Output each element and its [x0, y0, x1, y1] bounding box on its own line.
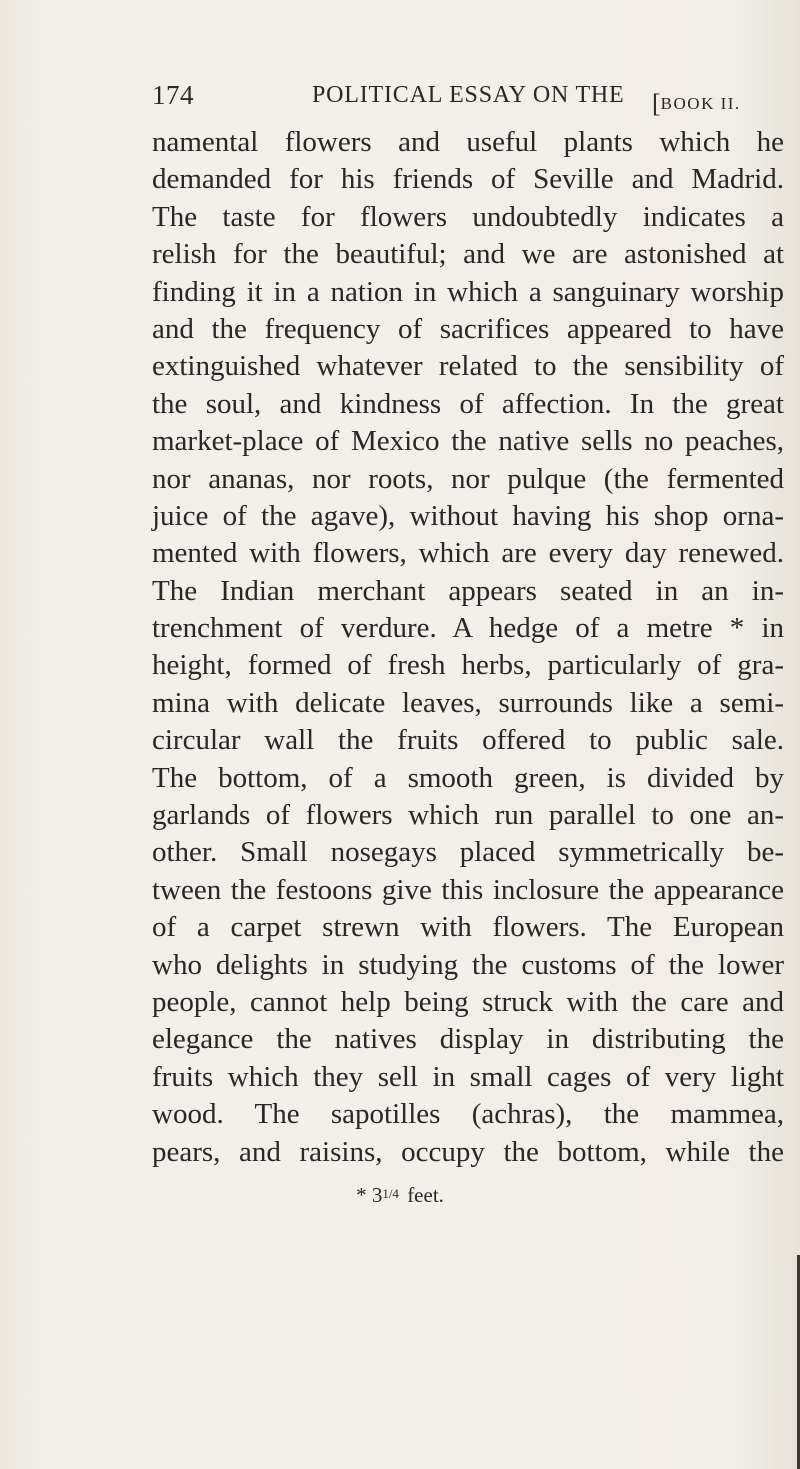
footnote-marker: * — [356, 1183, 367, 1207]
text-line: fruits which they sell in small cages of very light — [152, 1060, 784, 1093]
footnote-number: 3 — [371, 1183, 383, 1207]
text-line: mina with delicate leaves, surrounds like a semi- — [152, 686, 784, 719]
book-bracket: [ — [652, 89, 661, 118]
text-line: people, cannot help being struck with the care and — [152, 985, 784, 1018]
text-line: extinguished whatever related to the sensibility of — [152, 350, 784, 383]
text-line: circular wall the fruits offered to public sale. — [152, 724, 784, 757]
body-text — [152, 124, 784, 1171]
text-line: garlands of flowers which run parallel to one an- — [152, 799, 784, 832]
text-line: trenchment of verdure. A hedge of a metre * in — [152, 612, 784, 645]
text-line: mented with flowers, which are every day renewed. — [152, 537, 784, 570]
text-line: pears, and raisins, occupy the bottom, while the — [152, 1135, 784, 1168]
text-line: nor ananas, nor roots, nor pulque (the fermented — [152, 462, 784, 495]
text-line: The Indian merchant appears seated in an in- — [152, 574, 784, 607]
text-line: elegance the natives display in distributing the — [152, 1023, 784, 1056]
text-line: relish for the beautiful; and we are astonished at — [152, 238, 784, 271]
text-line: wood. The sapotilles (achras), the mammea, — [152, 1098, 784, 1131]
text-line: namental flowers and useful plants which he — [152, 126, 784, 158]
text-line: other. Small nosegays placed symmetrically be- — [152, 836, 784, 869]
text-line: juice of the agave), without having his shop orna- — [152, 499, 784, 532]
footnote-text: feet. — [407, 1183, 444, 1207]
page-number: 174 — [152, 80, 194, 110]
text-line: finding it in a nation in which a sanguinary worship — [152, 275, 784, 308]
text-line: who delights in studying the customs of the lower — [152, 948, 784, 981]
footnote — [0, 1183, 800, 1208]
text-line: the soul, and kindness of affection. In the great — [152, 387, 784, 420]
text-line: demanded for his friends of Seville and Madrid. — [152, 163, 784, 196]
book-label: BOOK II. — [660, 94, 741, 113]
text-line: of a carpet strewn with flowers. The European — [152, 911, 784, 944]
text-line: The taste for flowers undoubtedly indicates a — [152, 200, 784, 233]
running-title: POLITICAL ESSAY ON THE — [312, 82, 625, 108]
text-line: The bottom, of a smooth green, is divided by — [152, 761, 784, 794]
footnote-fraction: 1/4 — [382, 1186, 399, 1201]
book-reference — [652, 86, 741, 116]
text-line: height, formed of fresh herbs, particularly of gra- — [152, 649, 784, 682]
text-line: tween the festoons give this inclosure the appearance — [152, 873, 784, 906]
text-line: market-place of Mexico the native sells no peaches, — [152, 425, 784, 458]
text-line: and the frequency of sacrifices appeared to have — [152, 312, 784, 345]
running-head — [152, 80, 784, 120]
